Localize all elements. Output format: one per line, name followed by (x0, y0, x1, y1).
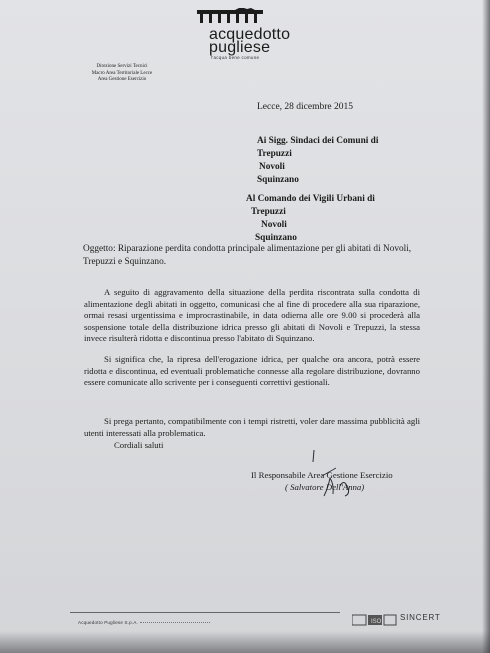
addressee-line: Novoli (261, 220, 287, 230)
certification-label: SINCERT (400, 613, 441, 622)
letter-subject: Oggetto: Riparazione perdita condotta principale alimentazione per gli abitati di Novoli, Trepuzzi e Squinzano. (83, 244, 412, 267)
department-line: Direzione Servizi Tecnici (96, 64, 148, 69)
certification-mark-icon (352, 612, 398, 626)
addressee-line: Squinzano (255, 233, 297, 243)
signatory-name: ( Salvatore Dell'Anna) (285, 482, 365, 492)
body-paragraph-1: A seguito di aggravamento della situazione della perdita riscontrata sulla condotta di alimentazione degli abitati in oggetto, comunicasi che al fine di procedere alla sua riparazione, ormai resasi urgentissima e improcrastinabile, in data odierna alle ore 9.00 si procederà alla sospensione totale della distribuzione idrica presso gli abitati di Novoli e Trepuzzi, la stessa invece risulterà ridotta e discontinua presso l'abitato di Squinzano. (84, 287, 420, 344)
addressee-mayors (257, 135, 378, 187)
addressee-line: Trepuzzi (251, 207, 286, 217)
logo-tagline: l'acqua bene comune (211, 55, 260, 60)
footer-company-name: Acquedotto Pugliese S.p.A. (78, 620, 138, 625)
department-line: Area Gestione Esercizio (97, 77, 147, 82)
footer-rule (70, 612, 340, 613)
signatory-title: Il Responsabile Area Gestione Esercizio (251, 470, 393, 480)
page-edge-shadow (482, 0, 490, 653)
page-bottom-shadow (0, 631, 490, 653)
department-block (62, 64, 182, 84)
company-logo (197, 8, 337, 58)
addressee-line: Ai Sigg. Sindaci dei Comuni di (257, 136, 379, 146)
department-line: Macro Area Territoriale Lecce (91, 70, 153, 76)
addressee-line: Al Comando dei Vigili Urbani di (246, 194, 375, 204)
body-paragraph-2: Si significa che, la ripresa dell'erogazione idrica, per qualche ora ancora, potrà essere ridotta e discontinua, ed eventuali problematiche connesse alla regolare distribuzione, dovranno essere comunicate allo scrivente per i conseguenti correttivi gestionali. (84, 354, 420, 388)
addressee-line: Trepuzzi (257, 149, 292, 159)
aqueduct-logo-icon (197, 8, 263, 26)
addressee-line: Novoli (259, 162, 285, 172)
svg-text:ISO: ISO (371, 619, 382, 625)
closing-salutation: Cordiali saluti (114, 440, 164, 450)
logo-text-line1: acquedotto (209, 26, 291, 43)
addressee-police (246, 193, 375, 245)
body-paragraph-3: Si prega pertanto, compatibilmente con i tempi ristretti, voler dare massima pubblicità agli utenti interessati alla problematica. (84, 416, 420, 438)
logo-text-line2: pugliese (209, 39, 271, 56)
letter-date: Lecce, 28 dicembre 2015 (257, 102, 354, 112)
addressee-line: Squinzano (257, 175, 299, 185)
footer-dotted-rule (140, 622, 210, 624)
